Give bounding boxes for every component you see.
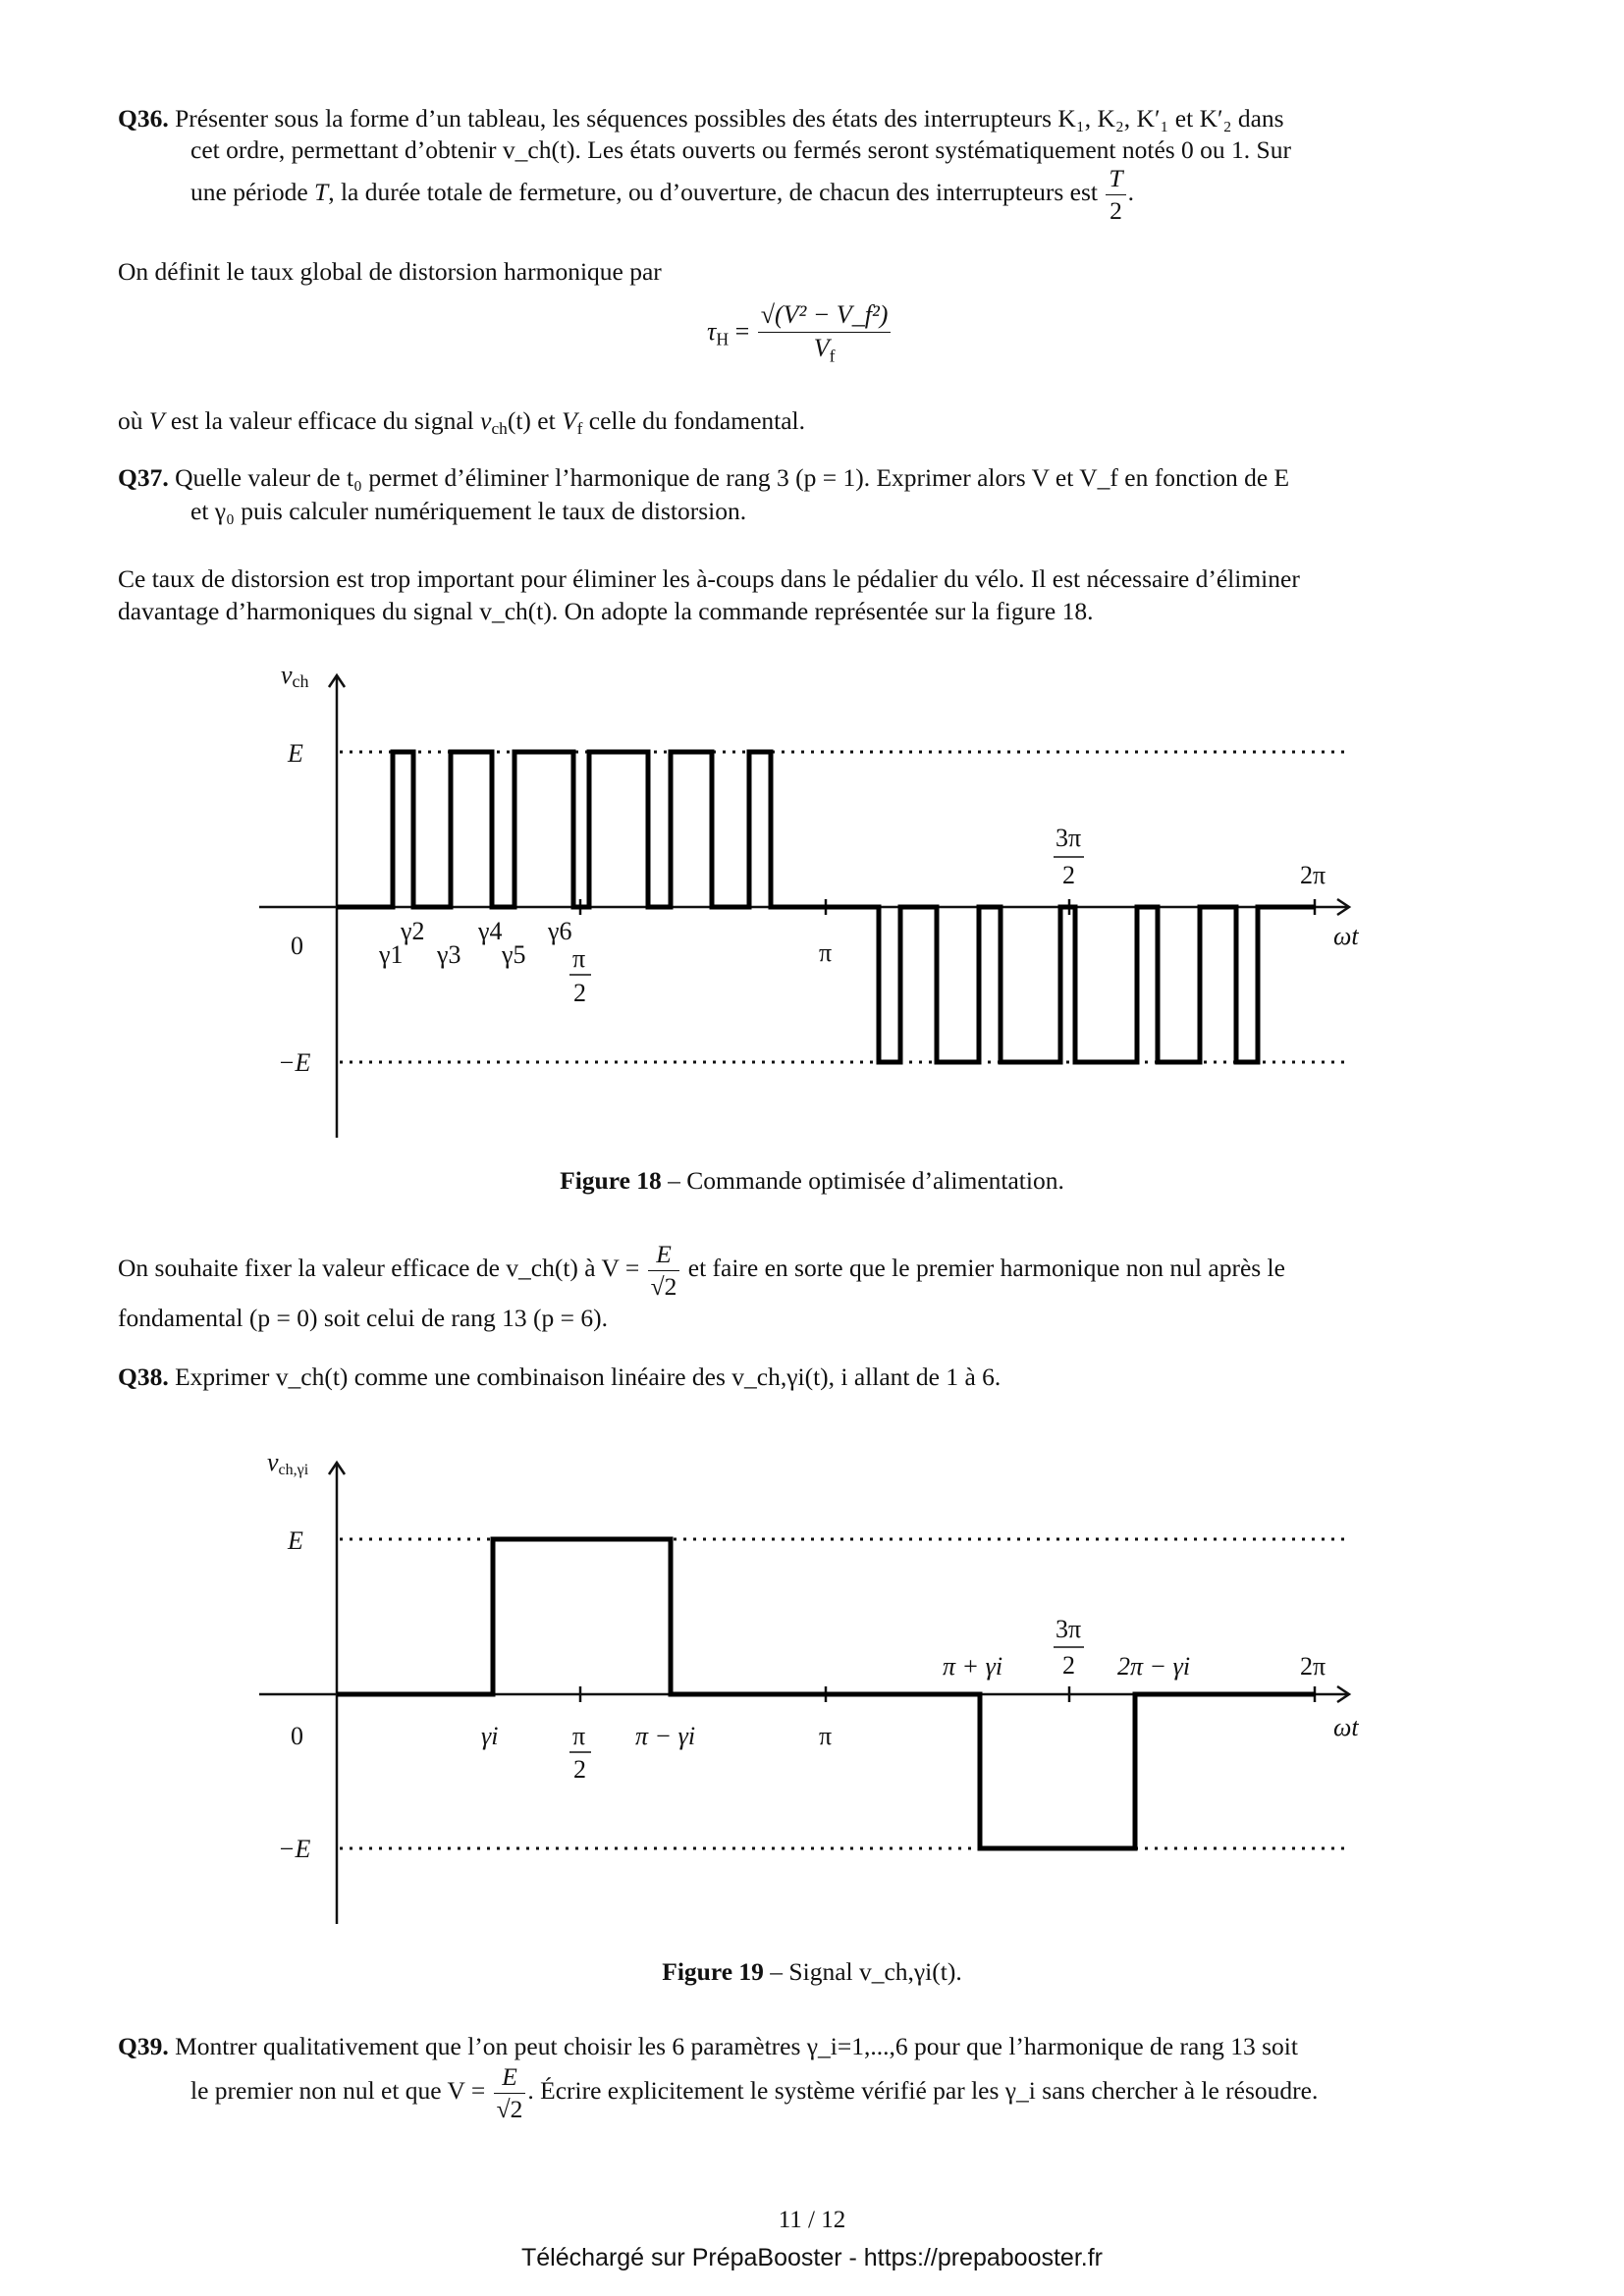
signal-vch-gamma-i bbox=[337, 1539, 1316, 1848]
sub: ch bbox=[491, 419, 508, 439]
num: √(V² − V_f²) bbox=[760, 300, 889, 329]
distortion-para-line1: Ce taux de distorsion est trop important pour éliminer les à-coups dans le pédalier du vélo. Il est nécessaire d’éliminer bbox=[118, 564, 1300, 593]
label-3pi-over-2-den: 2 bbox=[1062, 861, 1075, 889]
tau: τ bbox=[707, 317, 717, 346]
label-3pi-over-2-num: 3π bbox=[1056, 1615, 1082, 1643]
q38-text-1: Exprimer v_ch(t) comme une combinaison linéaire des v_ch,γi(t), i allant de 1 à 6. bbox=[175, 1362, 1001, 1391]
q39-line1 bbox=[118, 2032, 1298, 2061]
label-gamma2: γ2 bbox=[401, 917, 425, 945]
text: où bbox=[118, 406, 149, 435]
q39-text-1: Montrer qualitativement que l’on peut choisir les 6 paramètres γ_i=1,...,6 pour que l’harmonique de rang 13 soit bbox=[175, 2032, 1298, 2060]
label-pi-plus-gamma-i: π + γi bbox=[943, 1652, 1003, 1681]
text: une période bbox=[190, 178, 315, 207]
figure-19-caption bbox=[0, 1957, 1624, 1987]
label-pi: π bbox=[819, 938, 833, 967]
label-2pi: 2π bbox=[1300, 861, 1326, 889]
x-axis-label: ωt bbox=[1333, 922, 1359, 950]
label-E: E bbox=[288, 1526, 303, 1555]
q36-line2: cet ordre, permettant d’obtenir v_ch(t). Les états ouverts ou fermés seront systématiquement notés 0 ou 1. Sur bbox=[190, 135, 1291, 164]
question-number: Q37. bbox=[118, 463, 169, 492]
label-3pi-over-2-num: 3π bbox=[1056, 824, 1082, 852]
q37-text-1: Quelle valeur de t₀ permet d’éliminer l’harmonique de rang 3 (p = 1). Exprimer alors V et V_f en fonction de E bbox=[175, 463, 1290, 492]
frac-den: 2 bbox=[1110, 195, 1122, 225]
label-minus-E: −E bbox=[278, 1835, 311, 1863]
label-pi-over-2-num: π bbox=[572, 944, 586, 973]
label-gamma-i: γi bbox=[481, 1722, 499, 1750]
label-E: E bbox=[288, 739, 303, 768]
label-2pi-minus-gamma-i: 2π − γi bbox=[1117, 1652, 1191, 1681]
sub: H bbox=[716, 329, 730, 349]
caption-text: – Commande optimisée d’alimentation. bbox=[661, 1166, 1064, 1195]
text: . bbox=[1127, 178, 1134, 207]
label-pi-over-2-num: π bbox=[572, 1722, 586, 1750]
text: le premier non nul et que V = bbox=[190, 2076, 492, 2106]
label-pi-minus-gamma-i: π − γi bbox=[635, 1722, 696, 1750]
caption-label: Figure 19 bbox=[662, 1957, 764, 1986]
y-axis-label: vch,γi bbox=[267, 1448, 309, 1478]
q36-text-1: Présenter sous la forme d’un tableau, les séquences possibles des états des interrupteurs K₁, K₂, K′₁ et K′₂ dans bbox=[175, 104, 1284, 133]
label-gamma6: γ6 bbox=[548, 917, 572, 945]
symbol-Vf: V bbox=[562, 406, 577, 435]
q39-line2 bbox=[190, 2061, 1318, 2125]
label-gamma4: γ4 bbox=[478, 917, 503, 945]
symbol-T: T bbox=[314, 178, 329, 207]
thd-intro: On définit le taux global de distorsion harmonique par bbox=[118, 257, 662, 286]
label-minus-E: −E bbox=[278, 1048, 311, 1077]
label-zero: 0 bbox=[291, 1722, 303, 1750]
symbol-v: v bbox=[480, 406, 492, 435]
text: , la durée totale de fermeture, ou d’ouverture, de chacun des interrupteurs est bbox=[328, 178, 1105, 207]
text: On souhaite fixer la valeur efficace de v_ch(t) à V = bbox=[118, 1254, 646, 1283]
symbol-V: V bbox=[148, 406, 165, 435]
label-pi-over-2-den: 2 bbox=[573, 979, 586, 1007]
frac-num: E bbox=[502, 2062, 517, 2091]
label-3pi-over-2-den: 2 bbox=[1062, 1651, 1075, 1680]
y-axis-label: vch bbox=[281, 661, 309, 691]
question-number: Q38. bbox=[118, 1362, 169, 1391]
den: V bbox=[813, 333, 830, 362]
page-number: 11 / 12 bbox=[778, 2207, 846, 2233]
sub: f bbox=[829, 345, 836, 365]
sub: f bbox=[576, 419, 583, 439]
frac-num: T bbox=[1109, 164, 1123, 192]
label-gamma5: γ5 bbox=[502, 940, 526, 969]
x-axis-label: ωt bbox=[1333, 1713, 1359, 1741]
question-number: Q39. bbox=[118, 2032, 169, 2060]
label-gamma1: γ1 bbox=[379, 940, 404, 969]
text: . Écrire explicitement le système vérifié par les γ_i sans chercher à le résoudre. bbox=[527, 2076, 1319, 2106]
text: celle du fondamental. bbox=[582, 406, 805, 435]
caption-text: – Signal v_ch,γi(t). bbox=[763, 1957, 962, 1986]
label-gamma3: γ3 bbox=[437, 940, 461, 969]
equals: = bbox=[729, 317, 756, 346]
label-pi: π bbox=[819, 1722, 833, 1750]
target-para-line2: fondamental (p = 0) soit celui de rang 13 (p = 6). bbox=[118, 1304, 608, 1332]
label-zero: 0 bbox=[291, 932, 303, 960]
label-2pi: 2π bbox=[1300, 1652, 1326, 1681]
frac-den: √2 bbox=[650, 1271, 677, 1301]
download-source: Téléchargé sur PrépaBooster - https://prepabooster.fr bbox=[521, 2244, 1103, 2271]
caption-label: Figure 18 bbox=[560, 1166, 662, 1195]
q37-line2: et γ₀ puis calculer numériquement le taux de distorsion. bbox=[190, 497, 747, 525]
text: (t) et bbox=[507, 406, 563, 435]
text: et faire en sorte que le premier harmonique non nul après le bbox=[681, 1254, 1285, 1283]
fraction-E-over-sqrt2 bbox=[494, 2061, 526, 2125]
frac-num: E bbox=[656, 1240, 672, 1268]
distortion-para-line2: davantage d’harmoniques du signal v_ch(t). On adopte la commande représentée sur la figure 18. bbox=[118, 597, 1094, 625]
frac-den: √2 bbox=[496, 2094, 523, 2123]
question-number: Q36. bbox=[118, 104, 169, 133]
label-pi-over-2-den: 2 bbox=[573, 1755, 586, 1784]
text: est la valeur efficace du signal bbox=[164, 406, 481, 435]
